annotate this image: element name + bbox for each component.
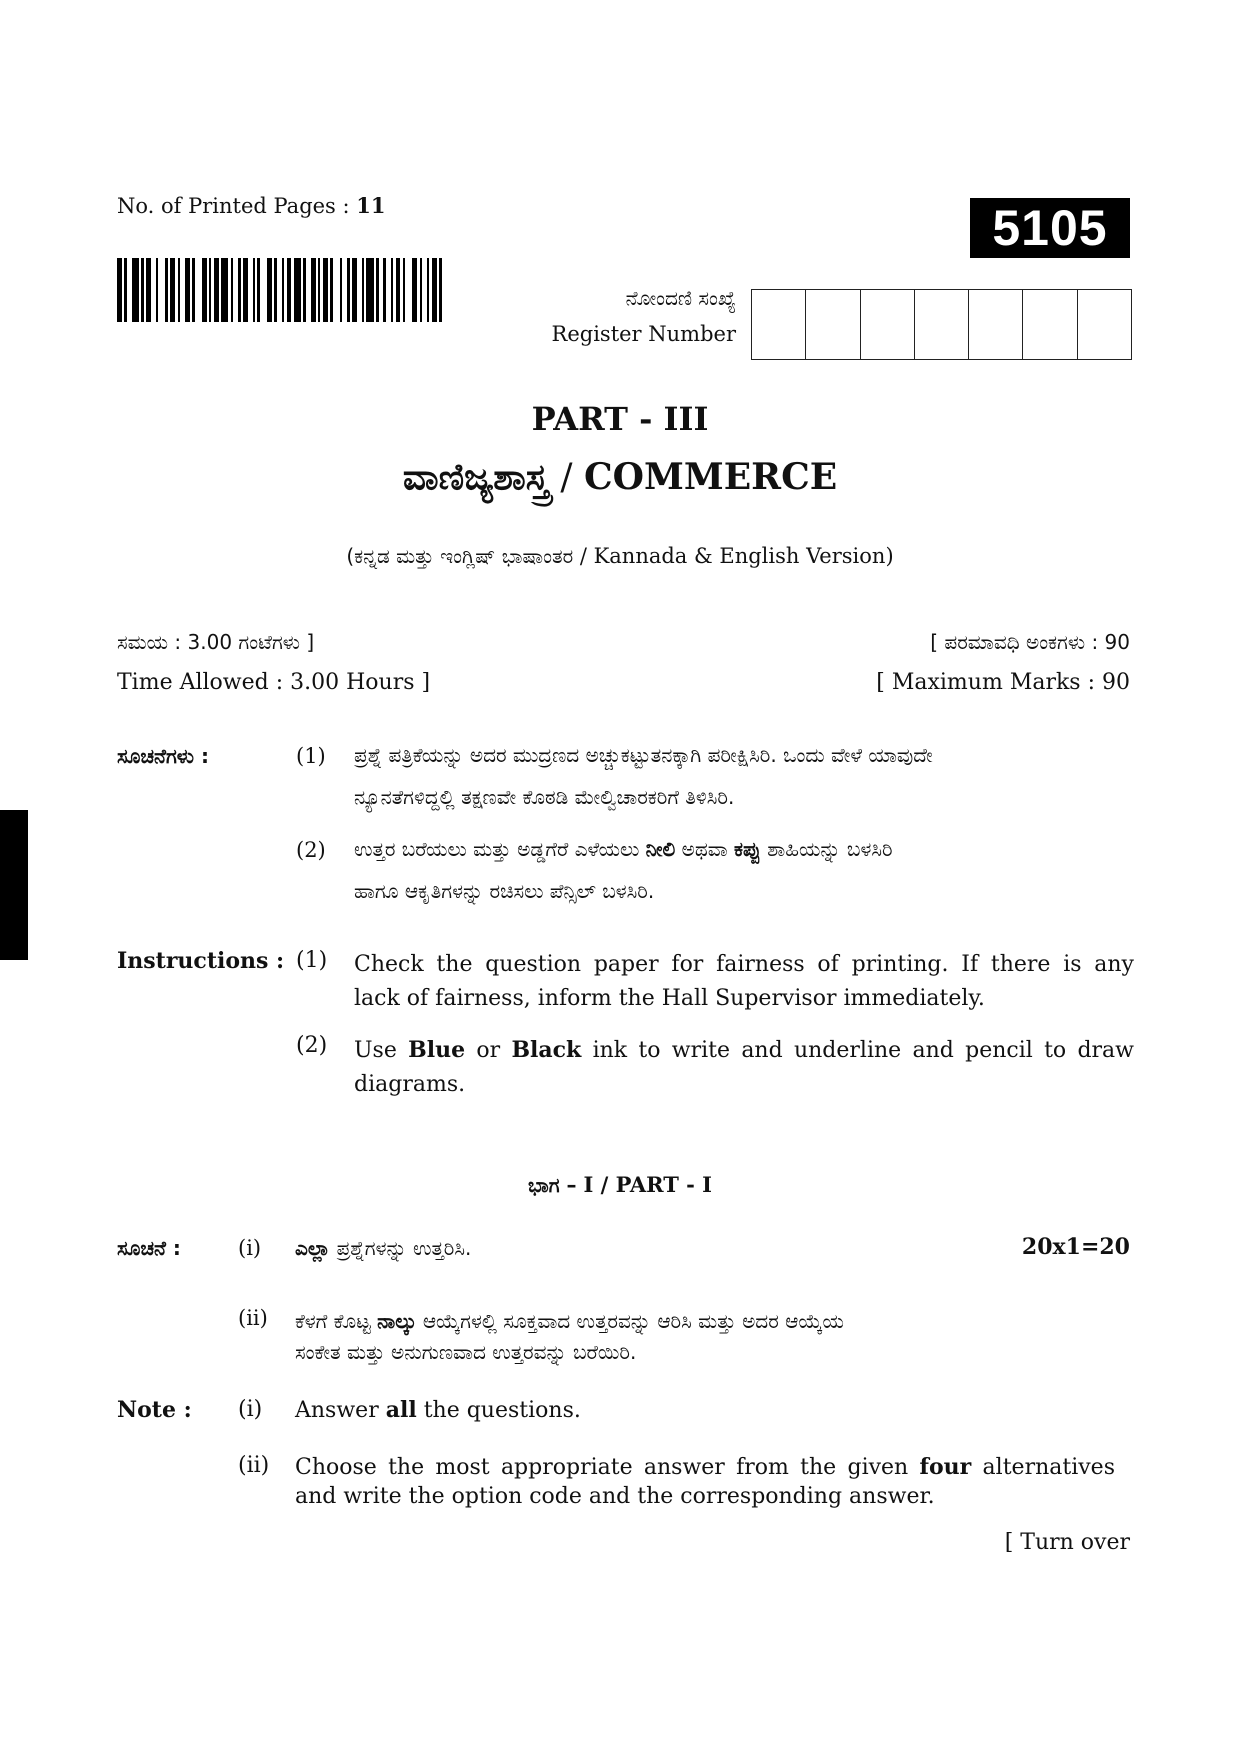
turn-over: [ Turn over bbox=[1004, 1530, 1130, 1555]
register-box[interactable] bbox=[914, 290, 968, 359]
version-en: / Kannada & English Version) bbox=[573, 544, 894, 568]
printed-pages-label: No. of Printed Pages : bbox=[117, 194, 357, 218]
barcode-bar bbox=[260, 258, 267, 322]
instructions-en-num-1: (1) bbox=[296, 948, 328, 973]
barcode-bar bbox=[294, 258, 301, 322]
subject-separator: / bbox=[548, 457, 584, 498]
note-en-ii bbox=[295, 1453, 1115, 1511]
note-en-ii-line-2: and write the option code and the corresponding answer. bbox=[295, 1484, 935, 1509]
note-en-num-i: (i) bbox=[238, 1397, 263, 1422]
instructions-kn-item-2-line-1 bbox=[354, 832, 1134, 866]
instructions-en-item-1-line-2: lack of fairness, inform the Hall Supervisor immediately. bbox=[354, 986, 985, 1011]
printed-pages-value: 11 bbox=[356, 193, 386, 218]
subject-kn: ವಾಣಿಜ್ಯಶಾಸ್ತ್ರ bbox=[402, 457, 549, 498]
side-registration-mark bbox=[0, 810, 28, 960]
note-kn-ii-line-1 bbox=[295, 1306, 1115, 1337]
register-box[interactable] bbox=[860, 290, 914, 359]
text-run: alternatives bbox=[971, 1455, 1115, 1480]
register-box[interactable] bbox=[805, 290, 859, 359]
instructions-en-item-2-line-2: diagrams. bbox=[354, 1072, 466, 1097]
text-run: ಅಥವಾ bbox=[675, 837, 735, 861]
instructions-kn-item-1 bbox=[354, 738, 1134, 814]
instructions-kn-item-2-line-2: ಹಾಗೂ ಆಕೃತಿಗಳನ್ನು ರಚಿಸಲು ಪೆನ್ಸಿಲ್ ಬಳಸಿರಿ. bbox=[354, 879, 655, 903]
note-kn-i bbox=[295, 1236, 471, 1260]
barcode-bar bbox=[405, 258, 412, 322]
instructions-kn-item-2 bbox=[354, 832, 1134, 908]
part-1-heading-en: I / PART - I bbox=[583, 1172, 712, 1197]
barcode-bar bbox=[158, 258, 165, 322]
bold-blue: Blue bbox=[408, 1037, 466, 1063]
text-run: ಆಯ್ಕೆಗಳಲ್ಲಿ ಸೂಕ್ತವಾದ ಉತ್ತರವನ್ನು ಆರಿಸಿ ಮತ್ತು ಅದರ ಆಯ್ಕೆಯ bbox=[416, 1309, 844, 1333]
barcode-bar bbox=[221, 258, 228, 322]
note-kn-ii bbox=[295, 1306, 1115, 1368]
text-run: ಶಾಹಿಯನ್ನು ಬಳಸಿರಿ bbox=[760, 837, 893, 861]
instructions-en-item-1 bbox=[354, 948, 1134, 1016]
barcode-bar bbox=[442, 258, 447, 322]
bold-four: ನಾಲ್ಕು bbox=[377, 1309, 417, 1333]
note-kn-ii-line-2: ಸಂಕೇತ ಮತ್ತು ಅನುಗುಣವಾದ ಉತ್ತರವನ್ನು ಬರೆಯಿರಿ. bbox=[295, 1340, 637, 1364]
bold-black: ಕಪ್ಪು bbox=[734, 837, 761, 861]
note-en-label: Note : bbox=[117, 1397, 192, 1423]
marks-en: [ Maximum Marks : 90 bbox=[876, 670, 1130, 695]
text-run: ಉತ್ತರ ಬರೆಯಲು ಮತ್ತು ಅಡ್ಡಗೆರೆ ಎಳೆಯಲು bbox=[354, 837, 646, 861]
note-en-i bbox=[295, 1397, 581, 1423]
note-en-ii-line-1 bbox=[295, 1453, 1115, 1482]
subject-title bbox=[0, 456, 1240, 499]
bold-black: Black bbox=[511, 1037, 582, 1063]
instructions-kn-item-1-line-2: ನ್ಯೂನತೆಗಳಿದ್ದಲ್ಲಿ ತಕ್ಷಣವೇ ಕೊಠಡಿ ಮೇಲ್ವಿಚಾರಕರಿಗೆ ತಿಳಿಸಿರಿ. bbox=[354, 785, 735, 809]
instructions-en-item-1-line-1: Check the question paper for fairness of printing. If there is any bbox=[354, 952, 1134, 977]
register-box[interactable] bbox=[1077, 290, 1131, 359]
version-kn: (ಕನ್ನಡ ಮತ್ತು ಇಂಗ್ಲಿಷ್ ಭಾಷಾಂತರ bbox=[346, 544, 574, 568]
text-run: the questions. bbox=[416, 1398, 581, 1423]
part-1-heading bbox=[0, 1172, 1240, 1197]
bold-all: all bbox=[385, 1397, 417, 1423]
instructions-en-label: Instructions : bbox=[117, 948, 285, 974]
text-run: ಕೆಳಗೆ ಕೊಟ್ಟ bbox=[295, 1309, 378, 1333]
time-en: Time Allowed : 3.00 Hours ] bbox=[117, 670, 431, 695]
barcode-bar bbox=[333, 258, 340, 322]
note-kn-num-ii: (ii) bbox=[238, 1306, 268, 1330]
instructions-en-num-2: (2) bbox=[296, 1033, 328, 1058]
register-label-kn: ನೋಂದಣಿ ಸಂಖ್ಯೆ bbox=[625, 286, 736, 310]
subject-en: COMMERCE bbox=[584, 456, 838, 498]
bold-blue: ನೀಲಿ bbox=[645, 837, 676, 861]
paper-code-box bbox=[970, 198, 1130, 258]
time-kn: ಸಮಯ : 3.00 ಗಂಟೆಗಳು ] bbox=[117, 630, 315, 654]
register-box[interactable] bbox=[752, 290, 805, 359]
instructions-kn-item-1-line-1: ಪ್ರಶ್ನೆ ಪತ್ರಿಕೆಯನ್ನು ಅದರ ಮುದ್ರಣದ ಅಚ್ಚುಕಟ್ಟುತನಕ್ಕಾಗಿ ಪರೀಕ್ಷಿಸಿರಿ. ಒಂದು ವೇಳೆ ಯಾವುದೇ bbox=[354, 743, 933, 767]
bold-all: ಎಲ್ಲಾ bbox=[295, 1236, 331, 1260]
instructions-en-item-2-line-1 bbox=[354, 1033, 1134, 1068]
paper-code: 5105 bbox=[992, 200, 1108, 256]
register-box[interactable] bbox=[1022, 290, 1076, 359]
instructions-kn-num-1: (1) bbox=[296, 744, 326, 768]
barcode-bar bbox=[366, 258, 373, 322]
note-kn-num-i: (i) bbox=[238, 1236, 262, 1260]
text-run: ಪ್ರಶ್ನೆಗಳನ್ನು ಉತ್ತರಿಸಿ. bbox=[330, 1236, 472, 1260]
text-run: Answer bbox=[295, 1398, 386, 1423]
text-run: Use bbox=[354, 1038, 409, 1063]
text-run: ink to write and underline and pencil to draw bbox=[581, 1038, 1135, 1063]
printed-pages bbox=[117, 193, 386, 218]
barcode-bar bbox=[195, 258, 202, 322]
note-kn-label: ಸೂಚನೆ : bbox=[117, 1236, 181, 1260]
register-number-boxes[interactable] bbox=[751, 289, 1132, 360]
part-title: PART - III bbox=[531, 400, 709, 438]
bold-four: four bbox=[919, 1454, 972, 1480]
part-1-marks: 20x1=20 bbox=[1021, 1234, 1130, 1260]
text-run: Choose the most appropriate answer from the given bbox=[295, 1455, 920, 1480]
part-1-heading-kn: ಭಾಗ – bbox=[527, 1173, 584, 1197]
instructions-kn-num-2: (2) bbox=[296, 838, 326, 862]
text-run: or bbox=[465, 1038, 512, 1063]
barcode bbox=[117, 258, 447, 322]
note-en-num-ii: (ii) bbox=[238, 1453, 270, 1478]
barcode-bar bbox=[132, 258, 139, 322]
version-line bbox=[0, 544, 1240, 568]
instructions-en-item-2 bbox=[354, 1033, 1134, 1102]
marks-kn: [ ಪರಮಾವಧಿ ಅಂಕಗಳು : 90 bbox=[930, 630, 1130, 654]
register-box[interactable] bbox=[968, 290, 1022, 359]
register-label-en: Register Number bbox=[551, 322, 736, 346]
instructions-kn-label: ಸೂಚನೆಗಳು : bbox=[117, 744, 209, 768]
